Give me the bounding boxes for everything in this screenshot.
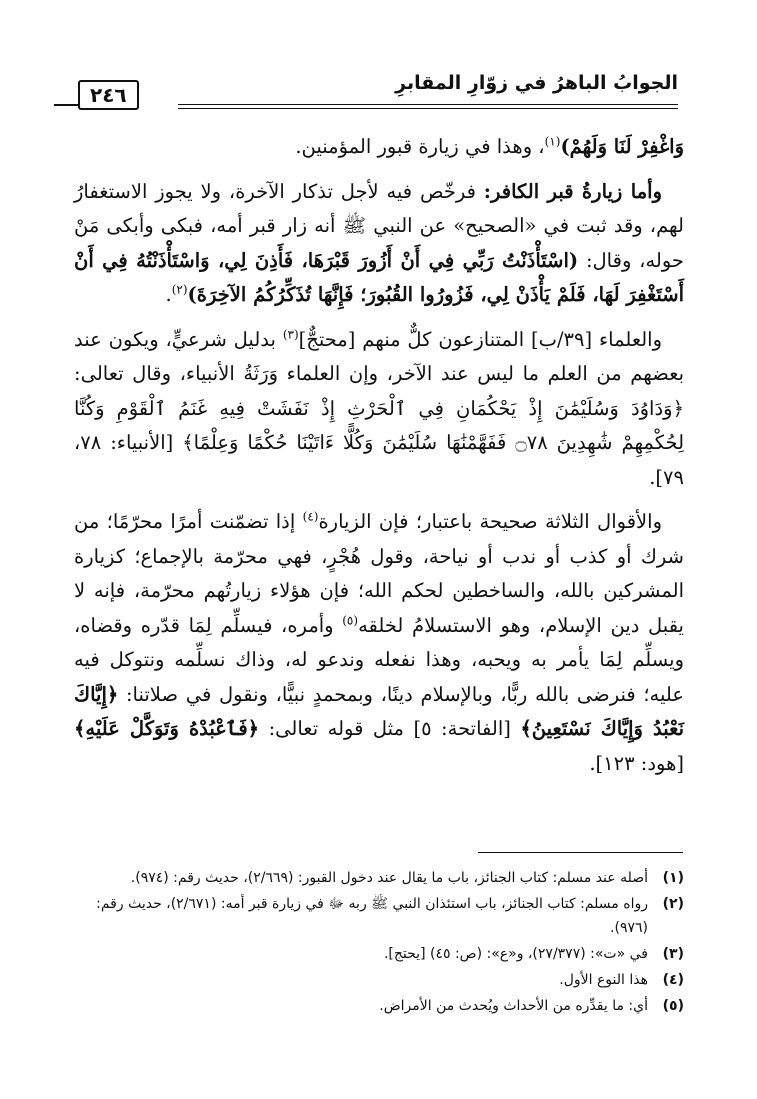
- footnote-number: (٢): [662, 896, 684, 912]
- paragraph-3-text-1: والعلماء [٣٩/ب] المتنازعون كلٌّ منهم [محتجٌّ]: [298, 327, 663, 351]
- main-text: [74, 130, 684, 791]
- footnotes: [74, 866, 684, 1020]
- footnote-ref-3[interactable]: (٣): [282, 327, 299, 341]
- footnote-separator: [478, 852, 683, 853]
- footnote-ref-1[interactable]: (١): [544, 134, 561, 149]
- verse-reference-anbiya: [الأنبياء: ٧٨، ٧٩].: [74, 431, 684, 489]
- footnote-text: أصله عند مسلم: كتاب الجنائز، باب ما يقال عند دخول القبور: (٢/٦٦٩)، حديث رقم: (٩٧٤).: [130, 870, 648, 886]
- footnote-text: أي: ما يقدِّره من الأحداث ويُحدث من الأمراض.: [379, 998, 648, 1014]
- paragraph-4-text-1: والأقوال الثلاثة صحيحة باعتبار؛ فإن الزيارة: [318, 510, 662, 533]
- paragraph-1: [74, 130, 684, 165]
- page-number-dash: [54, 104, 80, 106]
- paragraph-2-lead: وأما زيارةُ قبر الكافر:: [483, 179, 662, 203]
- footnote-text: رواه مسلم: كتاب الجنائز، باب استئذان النبي ﷺ ربه ﷻ في زيارة قبر أمه: (٢/٦٧١)، حديث رقم: (٩٧٦).: [96, 896, 648, 936]
- footnote-number: (١): [662, 870, 684, 886]
- footnote-2: [74, 892, 684, 940]
- verse-reference-hud: [هود: ١٢٣].: [589, 751, 684, 775]
- paragraph-2: [74, 175, 684, 313]
- quran-verse-hud: ﴿فَٱعْبُدْهُ وَتَوَكَّلْ عَلَيْهِ﴾: [74, 717, 260, 740]
- footnote-text: في «ت»: (٢٧/٣٧٧)، و«ع»: (ص: ٤٥) [يحتج].: [383, 946, 648, 962]
- paragraph-4: [74, 505, 684, 781]
- hadith-quote: (اسْتَأْذَنْتُ رَبِّي فِي أَنْ أَزُورَ قَبْرَهَا، فَأَذِنَ لِي، وَاسْتَأْذَنْتُهُ فِي أَنْ أَسْتَغْفِرَ لَهَا، فَلَمْ يَأْذَنْ لِي، فَزُورُوا القُبُورَ؛ فَإِنَّهَا تُذَكِّرُكُمُ الآخِرَةَ): [74, 248, 684, 306]
- running-header: [74, 70, 678, 110]
- page-number: [78, 80, 139, 110]
- footnote-ref-5[interactable]: (٥): [342, 613, 359, 627]
- paragraph-3-text-2: بدليل شرعيٍّ، ويكون عند بعضهم من العلم ما ليس عند الآخر، وإن العلماء وَرَثَةُ الأنبياء، وقال تعالى:: [74, 327, 684, 385]
- quran-quote: وَاغْفِرْ لَنَا وَلَهُمْ): [560, 135, 684, 158]
- footnote-4: [74, 968, 684, 992]
- footnote-ref-2[interactable]: (٢): [171, 282, 188, 297]
- footnote-3: [74, 942, 684, 966]
- paragraph-2-end: .: [165, 283, 172, 306]
- book-title: الجوابُ الباهرُ في زوّارِ المقابرِ: [395, 72, 678, 94]
- footnote-number: (٤): [662, 972, 684, 988]
- paragraph-4-text-2: إذا تضمّنت أمرًا محرّمًا؛ من شرك أو كذب أو ندب أو نياحة، وقول هُجْرٍ، فهي محرّمة بالإجماع؛ كزيارة المشركين بالله، والساخطين لحكم الله؛ فإن هؤلاء زيارتُهم محرّمة، فإنه لا يقبل دين الإسلام، وهو الاستسلامُ لخلقه: [74, 510, 684, 637]
- paragraph-1-text: ، وهذا في زيارة قبور المؤمنين.: [295, 135, 545, 158]
- verse-reference-fatiha: [الفاتحة: ٥] مثل قوله تعالى:: [259, 717, 521, 740]
- header-rule-double: [178, 108, 678, 109]
- footnote-number: (٣): [662, 946, 684, 962]
- footnote-5: [74, 994, 684, 1018]
- page-number-text: ٢٤٦: [90, 83, 127, 107]
- footnote-text: هذا النوع الأول.: [559, 972, 648, 988]
- paragraph-3: [74, 323, 684, 496]
- quran-verse-anbiya: ﴿وَدَاوُدَ وَسُلَيْمَٰنَ إِذْ يَحْكُمَانِ فِي ٱلْحَرْثِ إِذْ نَفَشَتْ فِيهِ غَنَمُ ٱلْقَوْمِ وَكُنَّا لِحُكْمِهِمْ شَٰهِدِينَ ۝٧٨ فَفَهَّمْنَٰهَا سُلَيْمَٰنَ وَكُلًّا ءَاتَيْنَا حُكْمًا وَعِلْمًا﴾: [74, 396, 685, 454]
- paragraph-2-text: فرخّص فيه لأجل تذكار الآخرة، ولا يجوز الاستغفارُ لهم، وقد ثبت في «الصحيح» عن النبي ﷺ أنه زار قبر أمه، فبكى وأبكى مَنْ حوله، وقال:: [74, 179, 684, 272]
- footnote-number: (٥): [662, 998, 684, 1014]
- quran-verse-fatiha: ﴿إِيَّاكَ نَعْبُدُ وَإِيَّاكَ نَسْتَعِينُ﴾: [74, 682, 685, 740]
- footnote-1: [74, 866, 684, 890]
- header-rule: [178, 104, 678, 105]
- footnote-ref-4[interactable]: (٤): [302, 509, 319, 524]
- paragraph-4-text-3: وأمره، فيسلِّم لِمَا قدّره وقضاه، ويسلِّم لِمَا يأمر به ويحبه، وهذا نفعله وندعو له، وذاك نسلِّمه ونتوكل فيه عليه؛ فنرضى بالله ربًّا، وبالإسلام دينًا، وبمحمدٍ نبيًّا، ونقول في صلاتنا:: [74, 613, 684, 706]
